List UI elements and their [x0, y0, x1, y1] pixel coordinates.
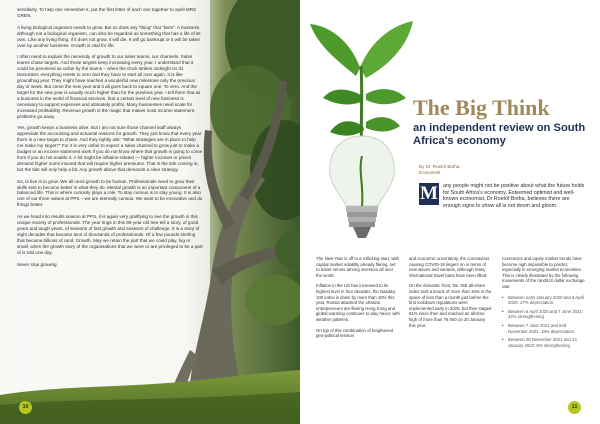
paragraph: I often need to explain the necessity of growth to our sales teams, our channels. Sales teams chase targets. And those targets keep increasing every year. I understand that it could be perceived as unfair by the teams – when the clock strikes midnight on 31 December, everything resets to zero and they have to start all over again. It is like groundhog year. They might have reached a wonderful new milestone only the previous day or week. But come the new year and it all goes back to square one. To zero. And the target for the new year is usually much higher than for the previous year. I tell them that as a business in the world of financial services, that a certain level of new business is necessary to support expenses and ultimately profits. Many businesses need scale for increased profitability. Revenue growth is the magic that makes most income statement problems go away. — [17, 54, 201, 119]
paragraph: On the domestic front, the JSE all-share index took a knock of more than 34% in the space of less than a month just before the first lockdown regulations were implemented early in 2020, but then staged 81% since then and reached an all-time high of more than 76 000 on 20 January this year. — [409, 283, 492, 328]
headline-block — [413, 96, 593, 148]
paragraph: A living biological organism needs to grow. But so does any "thing" that "lives". A business, although not a biological organism, can also be regarded as something that has a life of its own. Like any living thing, if it does not grow, it will die. It will go bankrupt or it will be taken over by another business. Growth is vital for life. — [17, 24, 201, 48]
byline — [419, 164, 461, 175]
paragraph: Currencies and equity market trends have become nigh impossible to predict, especially in emerging market economies. This is clearly illustrated by the following movements of the rand/US dollar exchange rate: — [502, 256, 585, 289]
author-name: By Dr. Roelof Botha, — [419, 164, 461, 169]
paragraph: sensitivity. To help one remember it, put the first letter of each one together to spell MRS GREN. — [17, 7, 197, 18]
exchange-rate-list — [502, 295, 586, 349]
intro-text: any people might not be positive about what the future holds for South Africa's economy. Esteemed optimist and well-known economist, Dr Roelof Botha, believes there are enough signs to show all is not doom and gloom. — [443, 183, 585, 209]
article-title: The Big Think — [413, 95, 550, 120]
plant-lightbulb-image — [308, 6, 418, 248]
paragraph: On top of this combination of heightened geo-political tension — [316, 327, 394, 339]
column-2 — [409, 256, 493, 333]
list-item: • Between 28 November 2021 and 24 January 2022: 8% strengthening — [508, 337, 586, 348]
column-3 — [502, 256, 586, 351]
list-item: • Between 7 June 2021 and end November 2021: 18% depreciation. — [508, 323, 586, 334]
paragraph: Inflation in the US has increased to its highest level in four decades, the Nasdaq 100 index is down by more than 10% this year, Russia attacked the Ukraine, entrepreneurs are fleeing Hong Kong and global warming continues to play havoc with weather patterns. — [316, 283, 400, 322]
page-number-badge: 11 — [568, 401, 581, 414]
paragraph: The New Year is off to a rollicking start, with capital market volatility already flaring, set to travel nerves among investors all over the world. — [316, 256, 400, 278]
author-role: Economist — [419, 169, 441, 175]
list-item: • Between 6 April 2020 and 7 June 2021: 42% strengthening — [508, 309, 586, 320]
intro-standfirst — [419, 183, 587, 209]
column-1 — [316, 256, 400, 344]
paragraph: As we head into results season at PPS, it is again very gratifying to see the growth in this unique society of professionals. The year rings in this 80-year old tree tell a story, of good years and tough years, of seasons of fast growth and seasons of challenge. It is a story of eight decades that became tens of thousands of professionals. Of a few pounds sterling that became billions of rand. Growth. May we retain the part that we could play, big or small, when the growth story of the organisations that we were or are privileged to be a part of is told one day. — [17, 214, 203, 255]
drop-cap: M — [420, 183, 438, 204]
left-article-body — [17, 7, 203, 273]
paragraph: Yes, growth keeps a business alive. But I am not sure those channel staff always appreciate the accounting and actuarial reasons for growth. They just know that every year there is a new target to chase. And they rightly ask: "What strategies are in place to help me make my target?" For it is very unfair to expect a sales channel to grow just to make a budget or an income statement work if you do not know where that growth is going to come from if you do not enable it. A bit might be inflation-related — higher incomes or prices demand higher sums insured that will require higher premiums. That is the tide coming in, but the tide will only help a bit. Any growth above that demands a clear strategy. — [17, 125, 203, 172]
right-page — [300, 0, 600, 424]
signoff-line: Never stop growing. — [17, 261, 58, 267]
article-subtitle: an independent review on South Africa's economy — [413, 122, 586, 147]
paragraph: So, to live is to grow. We all need growth to be human. Professionals need to grow their skills sets to become better in what they do. Mental growth is an important component of a balanced life. This is where curiosity plays a role. To stay curious is to stay young. It is also one of our three values at PPS – we are eternally curious. We want to be innovative and do things better. — [17, 178, 203, 208]
list-item: • Between early January 2020 and 6 April 2020: 27% depreciation. — [508, 295, 586, 306]
paragraph: and economic uncertainty, the coronavirus causing COVID-19 lingers on in terms of new waves and variants, although many international travel bans have been lifted. — [409, 256, 490, 278]
page-number-badge: 10 — [19, 401, 32, 414]
